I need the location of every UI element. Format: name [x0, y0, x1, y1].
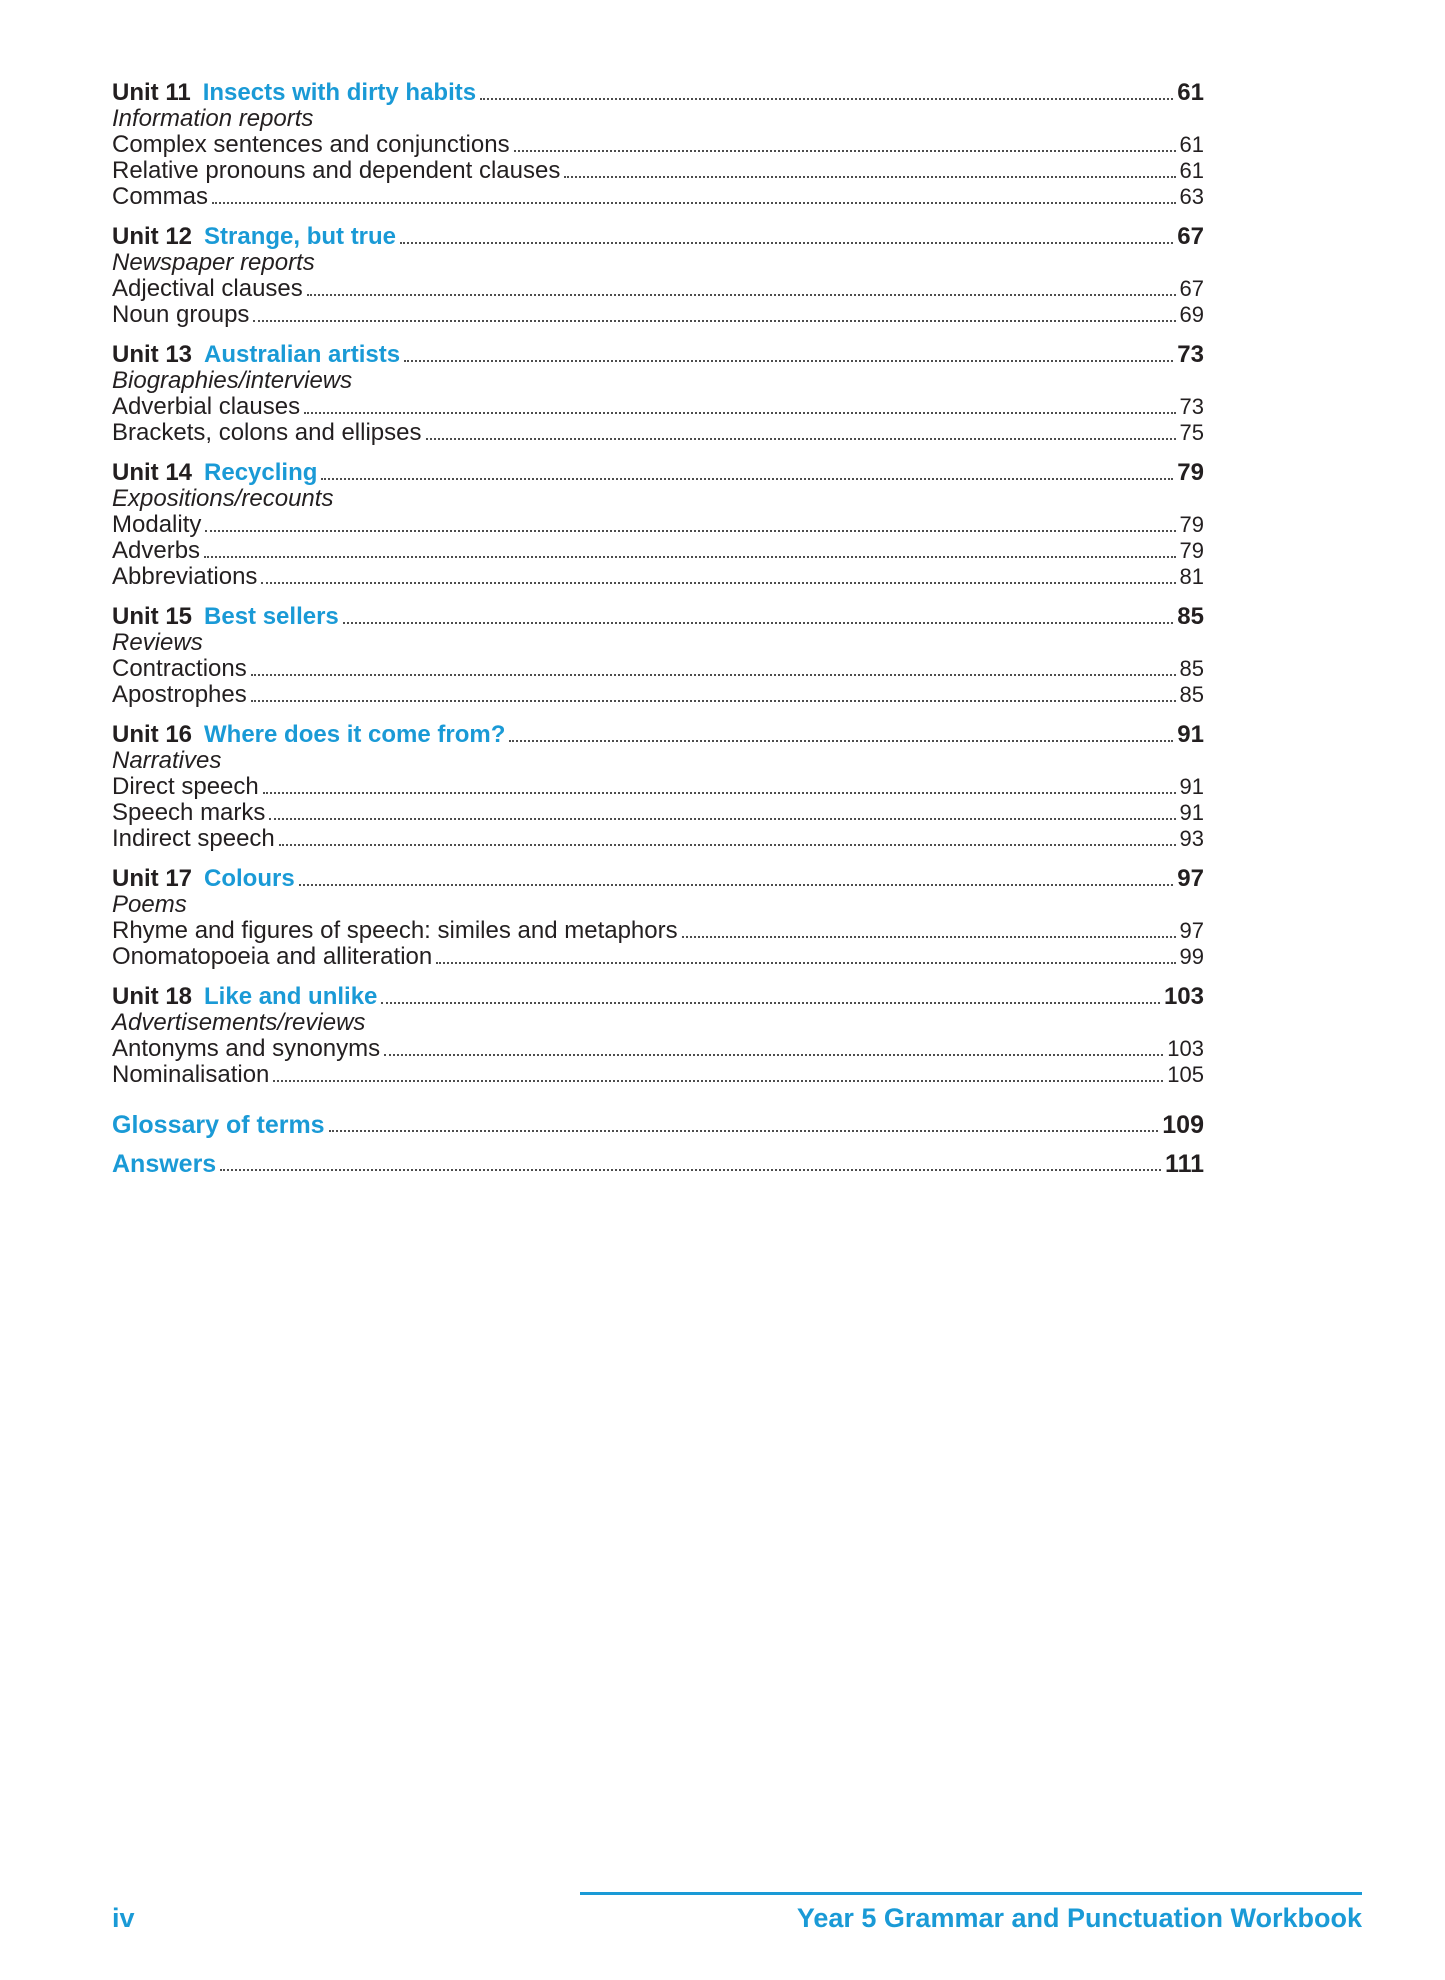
unit-subtitle: Newspaper reports — [112, 249, 315, 276]
dot-leader — [509, 740, 1173, 742]
toc-item — [112, 132, 1204, 158]
toc-unit-heading — [112, 604, 1204, 630]
toc-extras — [112, 1112, 1204, 1177]
page-number: 91 — [1179, 800, 1204, 825]
unit-label: Unit 16 — [112, 721, 193, 748]
toc-item-label: Commas — [112, 183, 209, 210]
dot-leader — [329, 1130, 1159, 1132]
unit-subtitle: Reviews — [112, 629, 203, 656]
unit-subtitle: Advertisements/reviews — [112, 1009, 366, 1036]
dot-leader — [426, 438, 1176, 440]
dot-leader — [564, 176, 1175, 178]
page-number: 63 — [1179, 184, 1204, 209]
page-number: 61 — [1177, 79, 1204, 106]
toc-item — [112, 564, 1204, 590]
answers-label: Answers — [112, 1150, 217, 1178]
toc-item — [112, 1036, 1204, 1062]
dot-leader — [400, 242, 1173, 244]
toc-unit-14 — [112, 460, 1204, 590]
toc-item-label: Onomatopoeia and alliteration — [112, 943, 433, 970]
page-number: 105 — [1167, 1062, 1204, 1087]
toc-unit-heading — [112, 460, 1204, 486]
dot-leader — [204, 556, 1175, 558]
toc-item — [112, 302, 1204, 328]
dot-leader — [480, 98, 1173, 100]
toc-item-label: Adverbs — [112, 537, 201, 564]
toc-item-label: Noun groups — [112, 301, 250, 328]
toc-unit-16 — [112, 722, 1204, 852]
toc-unit-heading — [112, 80, 1204, 106]
dot-leader — [269, 818, 1175, 820]
page-number: 61 — [1179, 132, 1204, 157]
toc-item — [112, 800, 1204, 826]
dot-leader — [251, 700, 1176, 702]
toc-unit-12 — [112, 224, 1204, 328]
page-number: 79 — [1179, 538, 1204, 563]
dot-leader — [205, 530, 1175, 532]
dot-leader — [304, 412, 1175, 414]
page-number: 103 — [1167, 1036, 1204, 1061]
toc-unit-18 — [112, 984, 1204, 1088]
unit-title: Best sellers — [204, 603, 339, 630]
glossary-label: Glossary of terms — [112, 1111, 325, 1139]
unit-subtitle: Poems — [112, 891, 187, 918]
unit-title: Insects with dirty habits — [202, 79, 477, 106]
unit-subtitle: Biographies/interviews — [112, 367, 353, 394]
toc-item-label: Modality — [112, 511, 202, 538]
toc-item-label: Indirect speech — [112, 825, 275, 852]
page-number: 99 — [1179, 944, 1204, 969]
toc-item — [112, 656, 1204, 682]
page-number: 97 — [1179, 918, 1204, 943]
toc-item-label: Direct speech — [112, 773, 259, 800]
page-number: 73 — [1177, 341, 1204, 368]
toc-item — [112, 512, 1204, 538]
page-number: 97 — [1177, 865, 1204, 892]
page-number: 93 — [1179, 826, 1204, 851]
page-number: 81 — [1179, 564, 1204, 589]
toc-unit-heading — [112, 866, 1204, 892]
toc-item-label: Brackets, colons and ellipses — [112, 419, 422, 446]
toc-item-label: Speech marks — [112, 799, 266, 826]
page-number: 91 — [1179, 774, 1204, 799]
page-number: 85 — [1179, 682, 1204, 707]
unit-subtitle: Expositions/recounts — [112, 485, 334, 512]
page-number: 85 — [1179, 656, 1204, 681]
toc-unit-15 — [112, 604, 1204, 708]
dot-leader — [220, 1169, 1161, 1171]
toc-item-label: Contractions — [112, 655, 247, 682]
dot-leader — [307, 294, 1176, 296]
book-title: Year 5 Grammar and Punctuation Workbook — [796, 1903, 1362, 1933]
unit-title: Recycling — [204, 459, 318, 486]
dot-leader — [299, 884, 1174, 886]
toc-unit-heading — [112, 722, 1204, 748]
unit-label: Unit 17 — [112, 865, 193, 892]
unit-subtitle: Information reports — [112, 105, 314, 132]
dot-leader — [343, 622, 1174, 624]
page-number: 75 — [1179, 420, 1204, 445]
unit-label: Unit 12 — [112, 223, 193, 250]
dot-leader — [404, 360, 1173, 362]
unit-title: Colours — [204, 865, 295, 892]
dot-leader — [261, 582, 1175, 584]
toc-unit-17 — [112, 866, 1204, 970]
toc-item-label: Adjectival clauses — [112, 275, 303, 302]
page-number: 69 — [1179, 302, 1204, 327]
dot-leader — [263, 792, 1176, 794]
dot-leader — [436, 962, 1175, 964]
page-number: 111 — [1165, 1150, 1204, 1178]
unit-subtitle: Narratives — [112, 747, 222, 774]
unit-title: Where does it come from? — [204, 721, 506, 748]
toc-item-label: Nominalisation — [112, 1061, 270, 1088]
toc-item — [112, 826, 1204, 852]
page-number: 67 — [1177, 223, 1204, 250]
toc-item — [112, 394, 1204, 420]
toc-item — [112, 184, 1204, 210]
page-number: 73 — [1179, 394, 1204, 419]
toc-item — [112, 918, 1204, 944]
toc-item-label: Complex sentences and conjunctions — [112, 131, 510, 158]
unit-label: Unit 15 — [112, 603, 193, 630]
toc-item — [112, 158, 1204, 184]
unit-label: Unit 14 — [112, 459, 193, 486]
page-number: 61 — [1179, 158, 1204, 183]
page-number: 91 — [1177, 721, 1204, 748]
dot-leader — [381, 1002, 1160, 1004]
dot-leader — [321, 478, 1173, 480]
page-number: 67 — [1179, 276, 1204, 301]
toc-item-label: Abbreviations — [112, 563, 258, 590]
dot-leader — [253, 320, 1175, 322]
dot-leader — [384, 1054, 1163, 1056]
toc-item — [112, 682, 1204, 708]
toc-item — [112, 774, 1204, 800]
dot-leader — [251, 674, 1176, 676]
toc-item — [112, 420, 1204, 446]
unit-title: Like and unlike — [204, 983, 378, 1010]
toc-unit-heading — [112, 984, 1204, 1010]
dot-leader — [682, 936, 1176, 938]
toc-item — [112, 944, 1204, 970]
folio-page-marker: iv — [112, 1903, 135, 1933]
unit-title: Strange, but true — [204, 223, 397, 250]
page-number: 85 — [1177, 603, 1204, 630]
page-number: 103 — [1163, 983, 1204, 1010]
page-number: 79 — [1177, 459, 1204, 486]
unit-label: Unit 11 — [112, 79, 191, 106]
toc-item-label: Rhyme and figures of speech: similes and metaphors — [112, 917, 678, 944]
toc-glossary — [112, 1112, 1204, 1138]
page-number: 79 — [1179, 512, 1204, 537]
toc-unit-heading — [112, 224, 1204, 250]
footer-rule — [580, 1892, 1362, 1932]
dot-leader — [279, 844, 1176, 846]
unit-label: Unit 18 — [112, 983, 193, 1010]
unit-label: Unit 13 — [112, 341, 193, 368]
dot-leader — [514, 150, 1176, 152]
toc-item-label: Apostrophes — [112, 681, 247, 708]
toc-item — [112, 1062, 1204, 1088]
page-footer — [112, 1892, 1362, 1932]
dot-leader — [212, 202, 1176, 204]
toc-item — [112, 538, 1204, 564]
unit-title: Australian artists — [204, 341, 401, 368]
toc-answers — [112, 1151, 1204, 1177]
toc-unit-13 — [112, 342, 1204, 446]
toc-item-label: Relative pronouns and dependent clauses — [112, 157, 561, 184]
toc-item-label: Adverbial clauses — [112, 393, 301, 420]
toc-item-label: Antonyms and synonyms — [112, 1035, 381, 1062]
table-of-contents — [112, 80, 1204, 1190]
toc-unit-11 — [112, 80, 1204, 210]
page-number: 109 — [1162, 1111, 1204, 1139]
toc-unit-heading — [112, 342, 1204, 368]
dot-leader — [273, 1080, 1163, 1082]
toc-item — [112, 276, 1204, 302]
